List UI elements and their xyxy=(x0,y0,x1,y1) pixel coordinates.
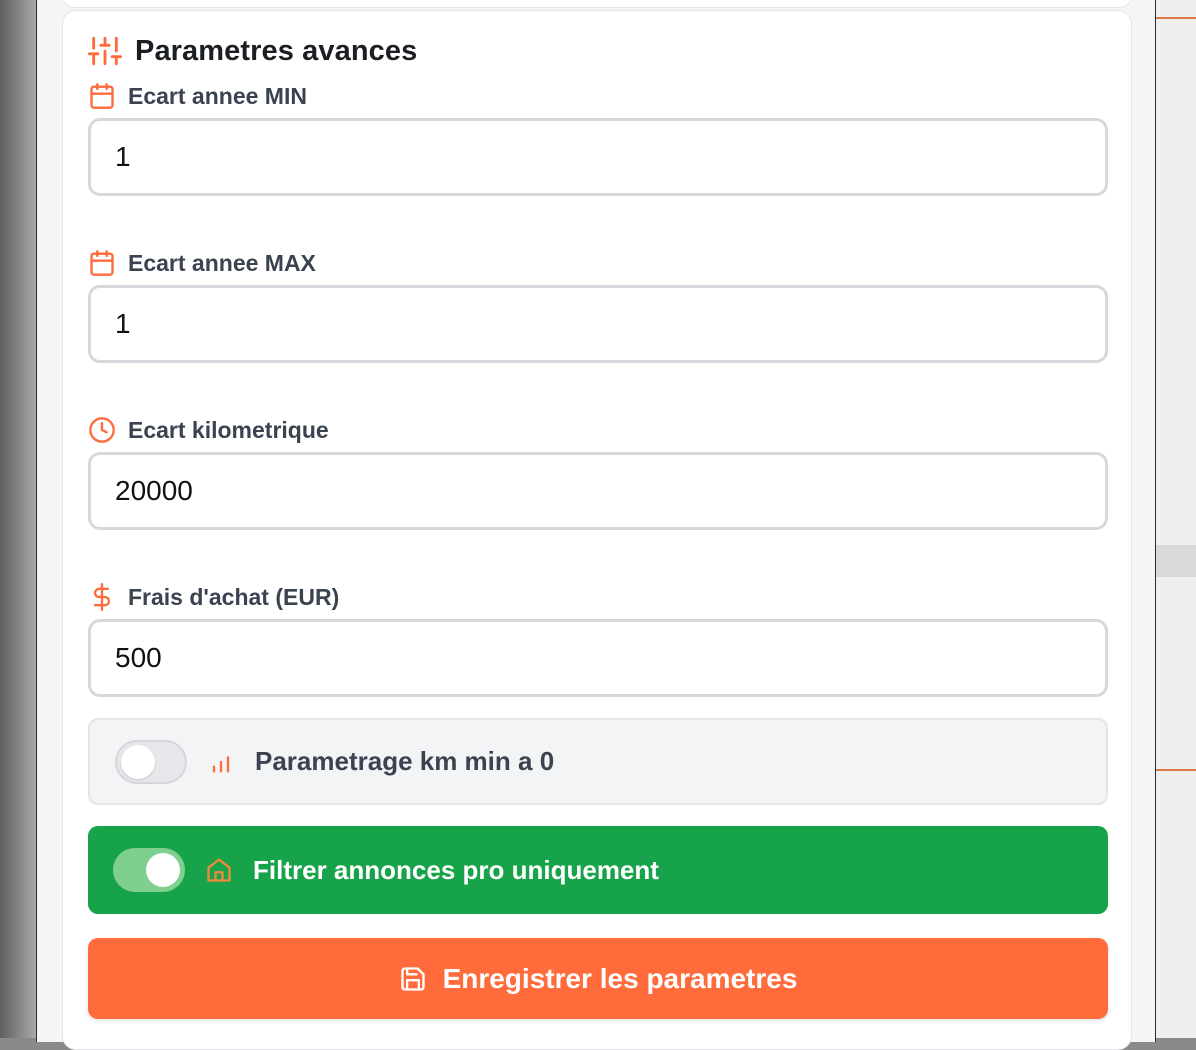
toggle-knob xyxy=(146,853,180,887)
save-button-label: Enregistrer les parametres xyxy=(442,962,798,994)
toggle-label: Filtrer annonces pro uniquement xyxy=(253,854,659,885)
field-label-purchase-fees xyxy=(88,582,339,612)
sliders-icon xyxy=(88,34,122,68)
backdrop-left xyxy=(0,0,36,1038)
field-label-year-max xyxy=(88,248,316,278)
toggle-label: Parametrage km min a 0 xyxy=(255,746,555,776)
advanced-settings-card xyxy=(62,10,1132,1050)
section-title: Parametres avances xyxy=(135,34,418,67)
year-max-input[interactable] xyxy=(88,285,1108,363)
calendar-icon xyxy=(88,82,116,110)
toggle-knob xyxy=(121,745,155,779)
save-icon xyxy=(399,965,427,993)
field-label-text: Frais d'achat (EUR) xyxy=(128,583,340,610)
toggle-row-pro-only[interactable] xyxy=(88,826,1108,914)
save-settings-button[interactable] xyxy=(88,938,1108,1019)
clock-icon xyxy=(88,416,116,444)
pro-only-toggle[interactable] xyxy=(113,848,185,892)
modal-sheet xyxy=(36,0,1156,1042)
backdrop-accent-line xyxy=(1156,17,1196,19)
field-label-year-min xyxy=(88,81,307,111)
calendar-icon xyxy=(88,249,116,277)
toggle-row-km-min[interactable] xyxy=(88,718,1108,805)
year-min-input[interactable] xyxy=(88,118,1108,196)
field-label-text: Ecart annee MIN xyxy=(128,82,307,109)
backdrop-accent-line xyxy=(1156,769,1196,771)
field-label-text: Ecart annee MAX xyxy=(128,249,316,276)
field-label-text: Ecart kilometrique xyxy=(128,416,329,443)
bar-chart-icon xyxy=(207,748,235,776)
purchase-fees-input[interactable] xyxy=(88,619,1108,697)
field-label-mileage xyxy=(88,415,329,445)
backdrop-strip xyxy=(1156,545,1196,577)
previous-card xyxy=(62,0,1132,8)
backdrop-right xyxy=(1156,0,1196,1038)
mileage-gap-input[interactable] xyxy=(88,452,1108,530)
home-icon xyxy=(205,856,233,884)
section-header xyxy=(88,33,417,69)
km-min-toggle[interactable] xyxy=(115,740,187,784)
dollar-icon xyxy=(88,583,116,611)
